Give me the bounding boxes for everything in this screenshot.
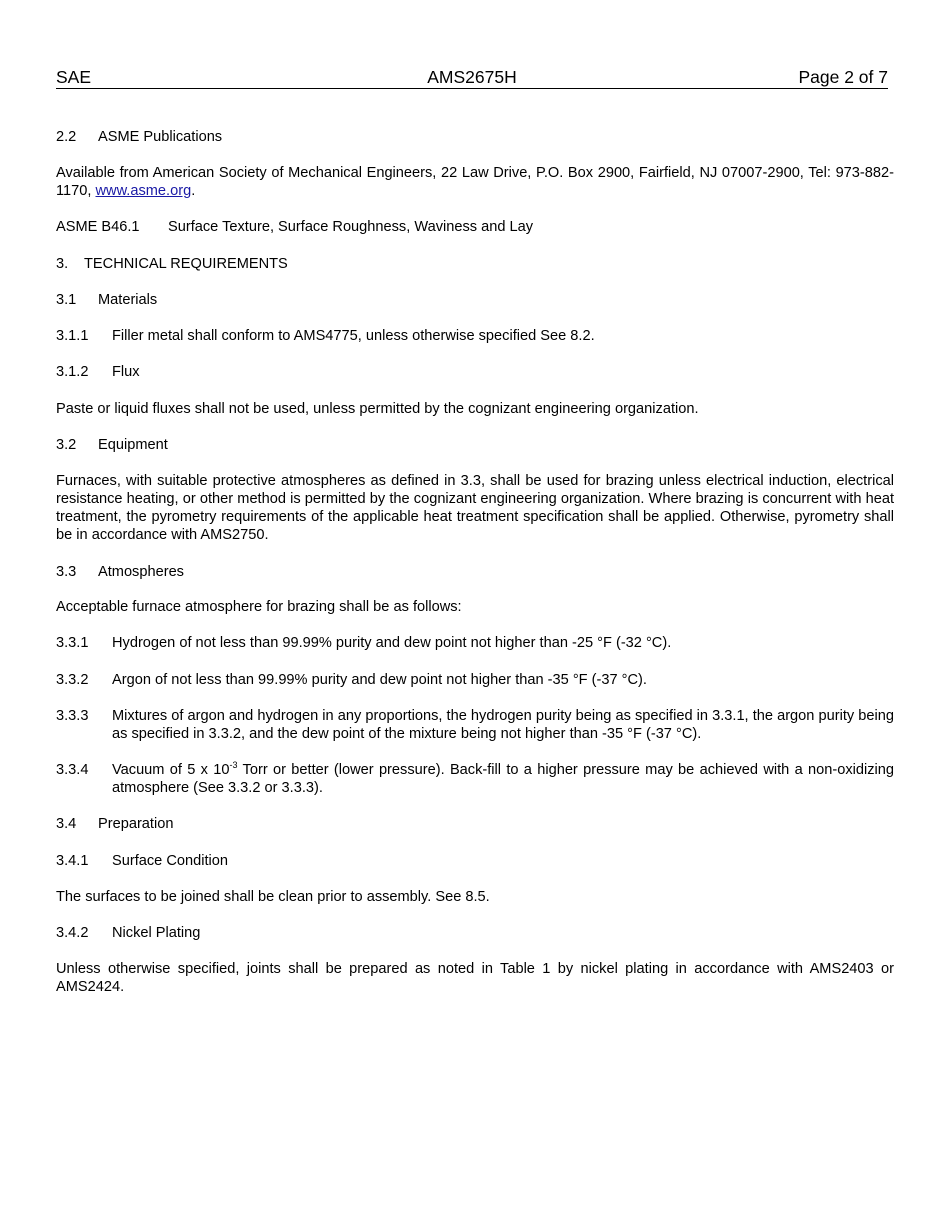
exponent: -3 [229, 760, 238, 771]
section-3-1-1-paragraph [56, 327, 894, 345]
section-number: 3.1 [56, 292, 77, 308]
asme-period: . [191, 183, 196, 199]
section-number: 3.4.1 [56, 853, 89, 869]
section-3-2-heading [56, 436, 894, 454]
asme-availability-paragraph [56, 164, 894, 200]
section-3-4-2-heading [56, 924, 894, 942]
section-3-3-1-paragraph [56, 634, 894, 652]
section-number: 3.3.4 [56, 762, 89, 778]
section-3-4-heading [56, 815, 894, 833]
header-page-number: Page 2 of 7 [798, 67, 888, 87]
section-number: 3.4 [56, 816, 77, 832]
section-title: Atmospheres [98, 564, 184, 580]
atmosphere-intro-paragraph: Acceptable furnace atmosphere for brazing shall be as follows: [56, 599, 462, 615]
surface-condition-paragraph: The surfaces to be joined shall be clean prior to assembly. See 8.5. [56, 889, 490, 905]
asme-website-link[interactable]: www.asme.org [95, 183, 192, 199]
section-3-4-1-heading [56, 852, 894, 870]
section-number: 3.4.2 [56, 925, 89, 941]
reference-code: ASME B46.1 [56, 219, 140, 235]
section-2-2-heading [56, 128, 894, 146]
section-number: 3.3 [56, 564, 77, 580]
equipment-paragraph: Furnaces, with suitable protective atmospheres as defined in 3.3, shall be used for brazing unless electrical induction, electrical resistance heating, or other method is permitted by the cognizant engineering organization. Where brazing is concurrent with heat treatment, the pyrometry requirements of the applicable heat treatment specification shall be applied. Otherwise, pyrometry shall be in accordance with AMS2750. [56, 473, 894, 543]
section-text-pre: Vacuum of 5 x 10 [112, 762, 230, 778]
section-number: 3.1.2 [56, 364, 89, 380]
section-title: ASME Publications [98, 129, 223, 145]
section-title: Preparation [98, 816, 174, 832]
section-title: Flux [112, 364, 140, 380]
section-text: Mixtures of argon and hydrogen in any proportions, the hydrogen purity being as specified in 3.3.1, the argon purity being as specified in 3.3.2, and the dew point of the mixture being not higher than -35 °F (-37 °C). [112, 708, 894, 742]
section-title: Nickel Plating [112, 925, 201, 941]
section-title: Surface Condition [112, 853, 229, 869]
section-title: Materials [98, 292, 158, 308]
section-3-heading [56, 255, 894, 273]
section-3-3-heading [56, 563, 894, 581]
header-org: SAE [56, 67, 92, 87]
section-3-3-3-paragraph [56, 707, 894, 743]
page-header [56, 66, 888, 89]
nickel-plating-paragraph: Unless otherwise specified, joints shall be prepared as noted in Table 1 by nickel plating in accordance with AMS2403 or AMS2424. [56, 961, 894, 995]
section-3-3-4-paragraph [56, 761, 894, 797]
section-text-post: Torr or better (lower pressure). Back-fill to a higher pressure may be achieved with a non-oxidizing atmosphere (See 3.3.2 or 3.3.3). [112, 762, 894, 796]
section-number: 3.3.1 [56, 635, 89, 651]
header-doc-number: AMS2675H [427, 67, 517, 87]
section-number: 3.2 [56, 437, 77, 453]
section-title: Equipment [98, 437, 168, 453]
section-3-1-heading [56, 291, 894, 309]
section-text: Argon of not less than 99.99% purity and dew point not higher than -35 °F (-37 °C). [112, 672, 647, 688]
section-number: 3.3.2 [56, 672, 89, 688]
section-3-1-2-heading [56, 363, 894, 381]
asme-b46-reference [56, 218, 894, 236]
section-number: 3. [56, 256, 69, 272]
section-title: TECHNICAL REQUIREMENTS [84, 256, 288, 272]
section-number: 3.1.1 [56, 328, 89, 344]
section-text: Hydrogen of not less than 99.99% purity and dew point not higher than -25 °F (-32 °C). [112, 635, 672, 651]
section-number: 3.3.3 [56, 708, 89, 724]
section-3-3-2-paragraph [56, 671, 894, 689]
section-text: Filler metal shall conform to AMS4775, unless otherwise specified See 8.2. [112, 328, 595, 344]
asme-address-text: Available from American Society of Mechanical Engineers, 22 Law Drive, P.O. Box 2900, Fairfield, NJ 07007-2900, Tel: 973-882-1170, [56, 165, 894, 199]
reference-title: Surface Texture, Surface Roughness, Waviness and Lay [168, 219, 534, 235]
flux-paragraph: Paste or liquid fluxes shall not be used, unless permitted by the cognizant engineering organization. [56, 401, 699, 417]
section-number: 2.2 [56, 129, 77, 145]
